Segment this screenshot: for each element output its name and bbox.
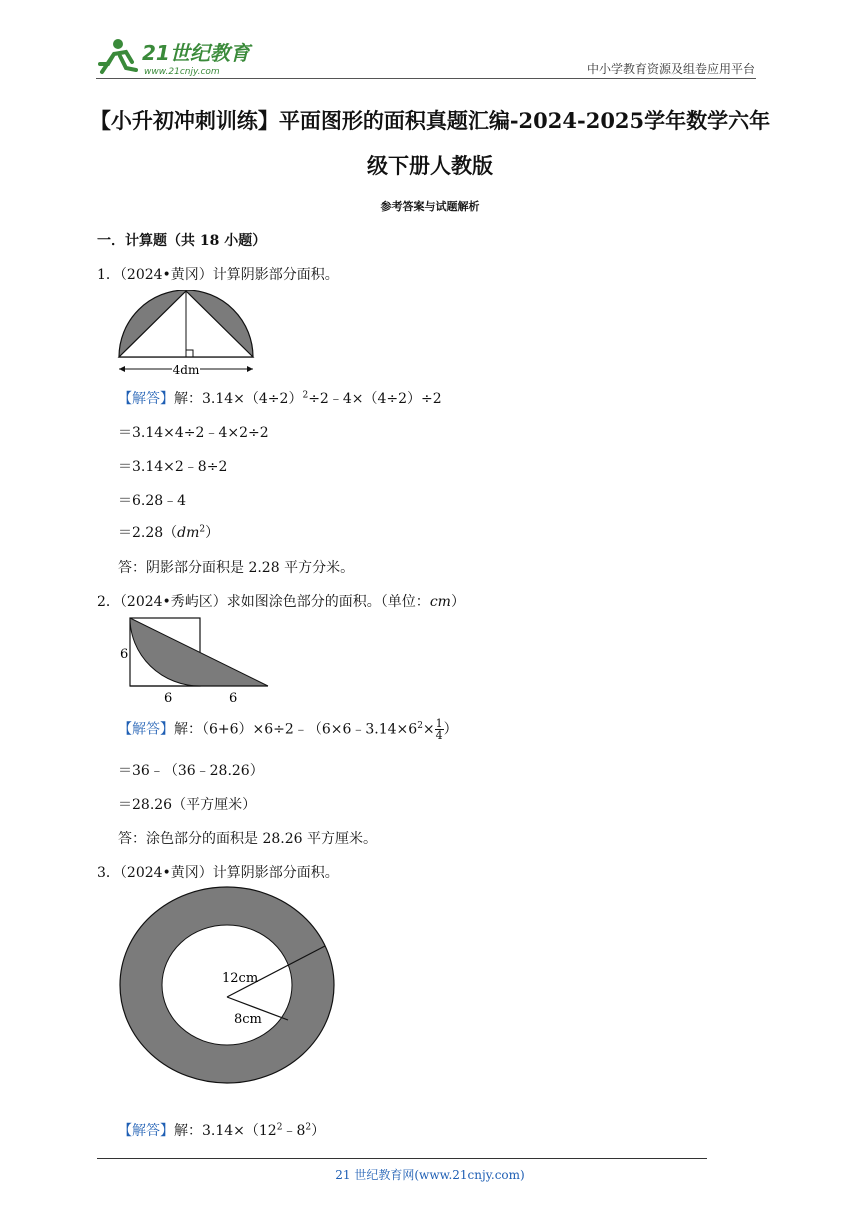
- logo-text: 21世纪教育: [142, 41, 250, 65]
- question-1-step-2: ＝3.14×2﹣8÷2: [118, 459, 228, 475]
- header-platform-text: 中小学教育资源及组卷应用平台: [586, 62, 755, 76]
- question-3-figure: [116, 886, 340, 1090]
- question-1-number: 1．: [97, 267, 120, 283]
- question-1: [97, 264, 339, 284]
- page-subtitle: 参考答案与试题解析: [380, 200, 480, 213]
- question-1-step-4: $=2.28(dm^2)$: [118, 524, 220, 541]
- figure-2-label-left: 6: [120, 647, 129, 662]
- question-3-answer: 【解答】解：$3.14\times(12^2﹣8^2)$: [118, 1122, 326, 1139]
- question-3: 3．（2024•黄冈）计算阴影部分面积。: [97, 865, 339, 881]
- fraction: $\frac{1}{4}$: [435, 717, 443, 742]
- question-2-step-1: ＝36﹣（36﹣28.26）: [118, 763, 264, 779]
- logo: [96, 34, 256, 78]
- footer-divider: [97, 1158, 707, 1159]
- question-1-figure: [116, 290, 258, 382]
- header-divider: [96, 78, 756, 79]
- question-1-text: （2024•黄冈）计算阴影部分面积。: [119, 267, 339, 283]
- question-1-step-1: ＝3.14×4÷2﹣4×2÷2: [118, 425, 269, 441]
- footer-text[interactable]: 21 世纪教育网(www.21cnjy.com): [335, 1168, 525, 1182]
- figure-3-label-inner: 8cm: [234, 1012, 262, 1027]
- question-2: 2．（2024•秀屿区）求如图涂色部分的面积。（单位：cm）: [97, 594, 465, 610]
- question-2-answer: 【解答】解：$(6+6)\times 6\div 2﹣(6\times 6﹣3.14\times 6^2\times$ $\frac{1}{4}$ ）: [118, 717, 458, 742]
- question-1-conclusion: 答：阴影部分面积是 2.28 平方分米。: [118, 560, 355, 576]
- figure-2-label-bottom1: 6: [164, 691, 173, 706]
- figure-1-label: 4dm: [172, 363, 200, 377]
- question-1-answer: 【解答】解：$3.14\times(4\div 2)^2\div 2﹣4\times(4\div 2)\div 2$: [118, 390, 442, 407]
- question-1-step-3: ＝6.28﹣4: [118, 493, 187, 509]
- question-2-figure: [114, 614, 274, 710]
- logo-url: www.21cnjy.com: [144, 67, 220, 77]
- answer-tag: 【解答】: [118, 391, 174, 407]
- question-2-step-2: ＝28.26（平方厘米）: [118, 797, 257, 813]
- question-2-conclusion: 答：涂色部分的面积是 28.26 平方厘米。: [118, 831, 377, 847]
- figure-3-label-outer: 12cm: [222, 971, 259, 986]
- figure-2-label-bottom2: 6: [229, 691, 238, 706]
- logo-icon: [96, 34, 256, 78]
- section-heading: 一．计算题（共 18 小题）: [97, 233, 267, 249]
- page-title-line2: 级下册人教版: [367, 153, 493, 178]
- page-title-line1: 【小升初冲刺训练】平面图形的面积真题汇编-2024-2025学年数学六年: [89, 108, 771, 133]
